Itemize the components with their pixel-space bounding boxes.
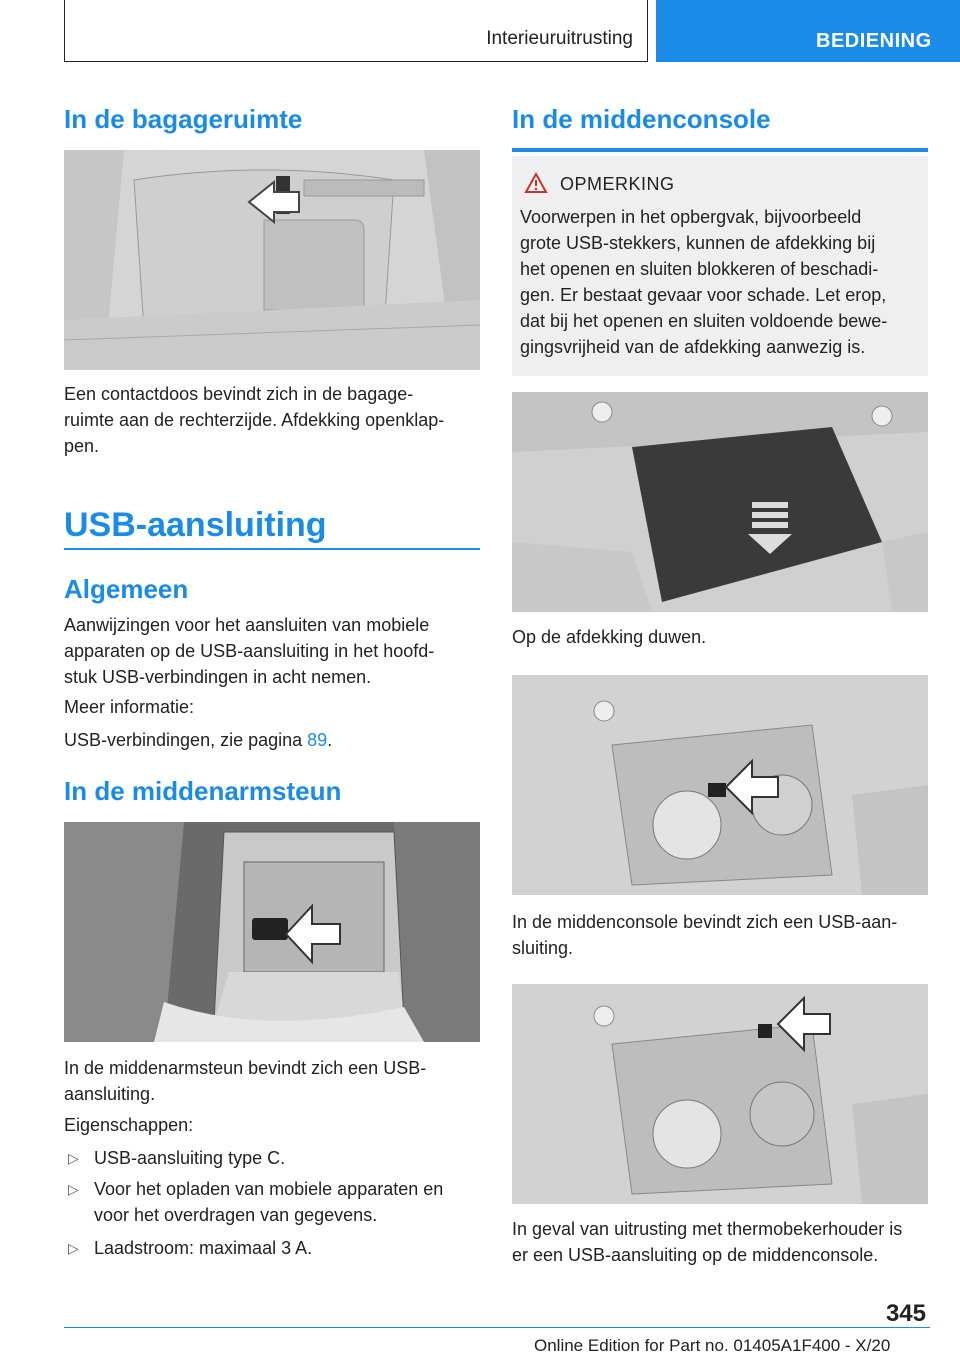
text-line: stuk USB-verbindingen in acht nemen. (64, 667, 372, 687)
list-item (64, 1176, 474, 1228)
header-frame (64, 0, 648, 62)
page-link[interactable]: 89 (307, 730, 328, 750)
text-line: grote USB-stekkers, kunnen de afdekking bij (520, 233, 876, 253)
warning-triangle-icon (524, 172, 548, 194)
footer-rule (64, 1327, 930, 1328)
text-line: Voor het opladen van mobiele apparaten en (94, 1179, 444, 1199)
caption-console-usb (512, 909, 928, 961)
footer-edition: Online Edition for Part no. 01405A1F400 - X/20 (534, 1336, 891, 1355)
text-line: voor het overdragen van gegevens. (94, 1205, 378, 1225)
text-line: Aanwijzingen voor het aansluiten van mobiele (64, 615, 430, 635)
text-line: Voorwerpen in het opbergvak, bijvoorbeeld (520, 207, 862, 227)
console-cover-illustration (512, 392, 928, 612)
bullet-triangle-icon: ▷ (68, 1240, 79, 1256)
header-chapter-tab (656, 0, 960, 62)
warning-note (512, 156, 928, 376)
list-item (64, 1145, 474, 1171)
text-line: In de middenconsole bevindt zich een USB-aan- (512, 912, 898, 932)
paragraph-bagageruimte (64, 381, 480, 459)
text-line: ruimte aan de rechterzijde. Afdekking openklap- (64, 410, 445, 430)
heading-bagageruimte: In de bagageruimte (64, 104, 303, 134)
text-line: Laadstroom: maximaal 3 A. (94, 1238, 313, 1258)
heading-rule (64, 548, 480, 550)
figure-thermocup-usb (512, 984, 928, 1204)
text-line: apparaten op de USB-aansluiting in het hoofd- (64, 641, 435, 661)
eigenschappen-label: Eigenschappen: (64, 1115, 194, 1135)
text-line: dat bij het openen en sluiten voldoende bewe- (520, 311, 888, 331)
heading-usb-aansluiting: USB-aansluiting (64, 506, 327, 544)
figure-bagageruimte (64, 150, 480, 370)
more-info-label: Meer informatie: (64, 697, 195, 717)
text-line: gen. Er bestaat gevaar voor schade. Let erop, (520, 285, 887, 305)
figure-console-usb (512, 675, 928, 895)
text-line: er een USB-aansluiting op de middenconsole. (512, 1245, 879, 1265)
paragraph-middenarmsteun (64, 1055, 480, 1107)
console-usb-illustration (512, 675, 928, 895)
text-line: sluiting. (512, 938, 574, 958)
paragraph-algemeen (64, 612, 480, 690)
list-item (64, 1235, 474, 1261)
text-line: Een contactdoos bevindt zich in de bagage- (64, 384, 414, 404)
reference-end: . (327, 730, 333, 750)
caption-thermocup-usb (512, 1216, 932, 1268)
bullet-triangle-icon: ▷ (68, 1150, 79, 1166)
heading-middenarmsteun: In de middenarmsteun (64, 776, 342, 806)
page-number: 345 (885, 1300, 926, 1327)
figure-middenarmsteun (64, 822, 480, 1042)
cross-reference (64, 727, 332, 753)
bullet-triangle-icon: ▷ (68, 1181, 79, 1197)
note-body (520, 204, 920, 360)
armrest-illustration (64, 822, 480, 1042)
text-line: In de middenarmsteun bevindt zich een USB- (64, 1058, 427, 1078)
header-section-title: Interieuruitrusting (486, 28, 633, 49)
figure-console-cover (512, 392, 928, 612)
heading-middenconsole: In de middenconsole (512, 104, 771, 134)
heading-algemeen: Algemeen (64, 574, 189, 604)
text-line: aansluiting. (64, 1084, 156, 1104)
text-line: In geval van uitrusting met thermobekerhouder is (512, 1219, 903, 1239)
reference-text: USB-verbindingen, zie pagina (64, 730, 308, 750)
text-line: USB-aansluiting type C. (94, 1148, 286, 1168)
text-line: het openen en sluiten blokkeren of beschadi- (520, 259, 879, 279)
heading-rule (512, 148, 928, 152)
header-chapter-label: BEDIENING (816, 30, 932, 52)
text-line: pen. (64, 436, 100, 456)
note-title: OPMERKING (560, 174, 675, 194)
caption-console-cover: Op de afdekking duwen. (512, 627, 707, 647)
trunk-illustration (64, 150, 480, 370)
text-line: gingsvrijheid van de afdekking aanwezig is. (520, 337, 866, 357)
thermocup-usb-illustration (512, 984, 928, 1204)
